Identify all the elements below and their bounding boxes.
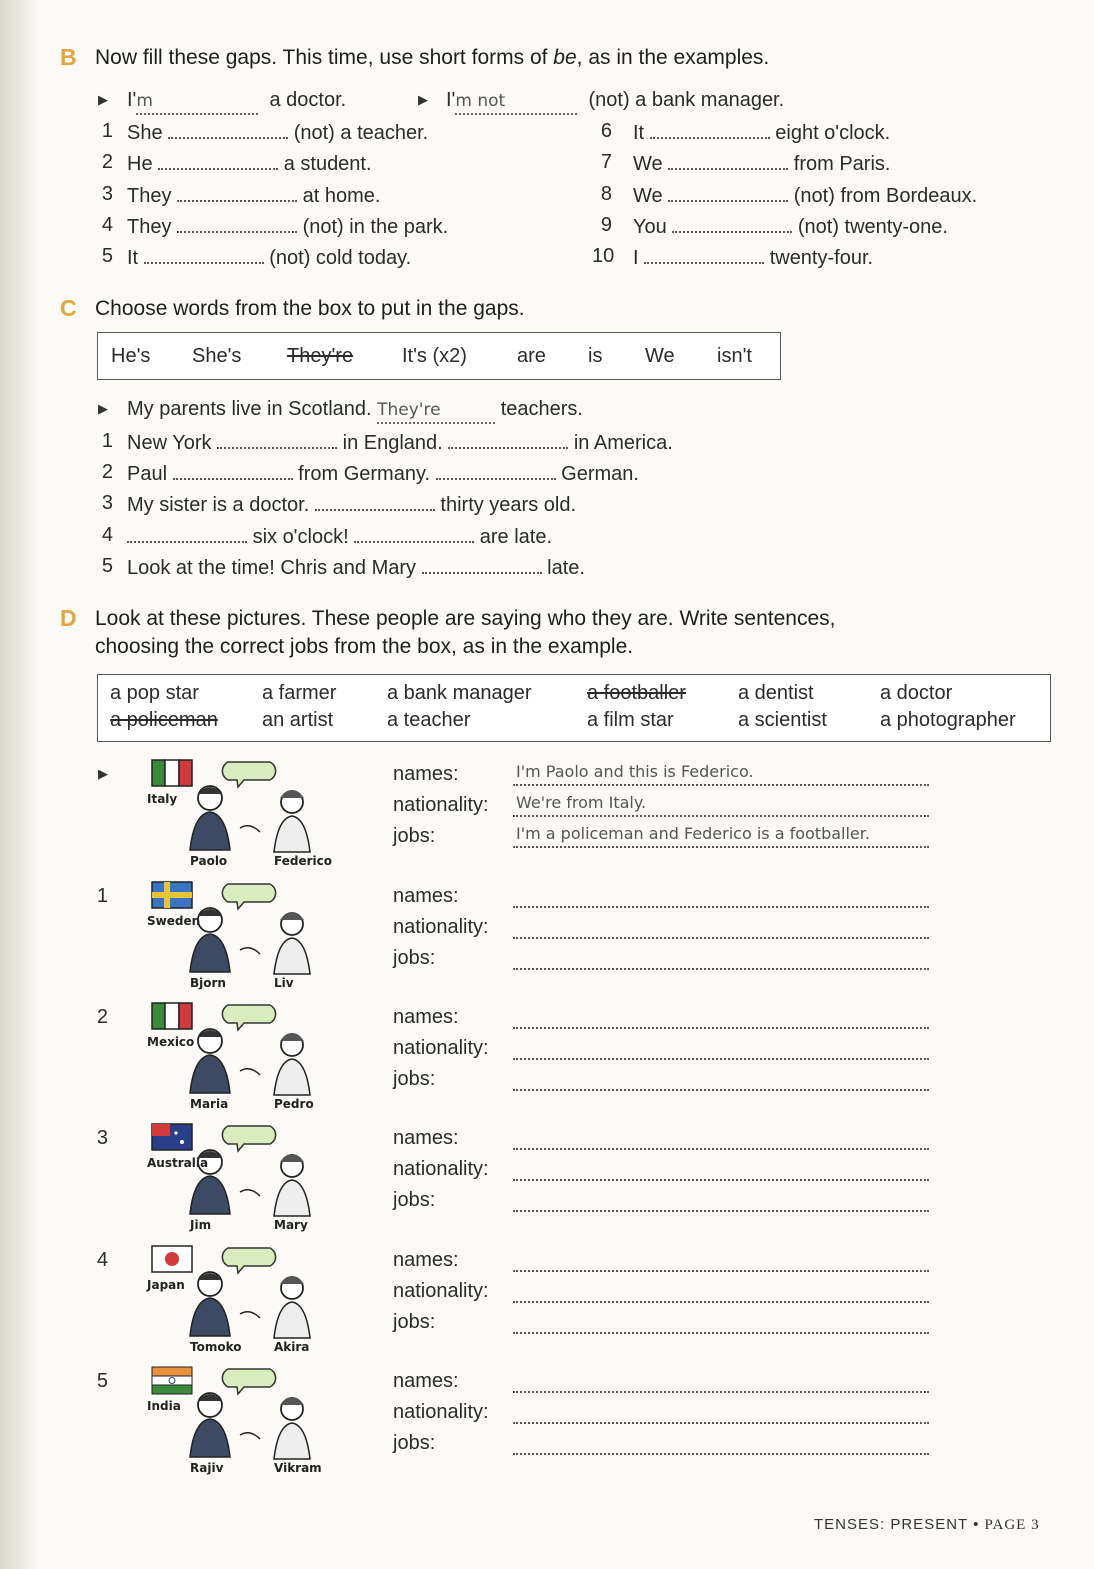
answer-gap[interactable] [315, 491, 435, 511]
item-number: 7 [600, 151, 612, 173]
person-name-label: Jim [190, 1218, 212, 1232]
cartoon-illustration [140, 1244, 340, 1354]
jobs-answer-line[interactable] [513, 1314, 929, 1334]
answer-gap[interactable] [448, 429, 568, 449]
box-word: a pop star [110, 682, 199, 704]
person-name-label: Vikram [274, 1461, 322, 1475]
names-label: names: [393, 763, 459, 785]
section-instruction: Look at these pictures. These people are saying who they are. Write sentences, choosing the correct jobs from the box, as in the example. [95, 607, 836, 658]
country-label: Japan [147, 1278, 185, 1292]
names-answer-line[interactable] [513, 1252, 929, 1272]
item-number: 2 [101, 461, 113, 483]
names-label: names: [393, 1249, 459, 1271]
country-label: India [147, 1399, 181, 1413]
answer-gap[interactable] [158, 150, 278, 170]
jobs-answer-line[interactable] [513, 950, 929, 970]
exercise-item: We (not) from Bordeaux. [633, 182, 977, 208]
jobs-label: jobs: [393, 1311, 436, 1333]
jobs-example-answer: I'm a policeman and Federico is a footballer. [516, 824, 870, 843]
picture-row [0, 758, 1094, 874]
box-word: are [517, 345, 546, 367]
nationality-label: nationality: [393, 1280, 489, 1302]
example-arrow-icon: ▶ [98, 401, 108, 416]
item-number: 3 [101, 183, 113, 205]
section-b [60, 44, 1060, 284]
cartoon-illustration [140, 1365, 340, 1475]
section-letter: C [60, 295, 77, 321]
item-number: 9 [600, 214, 612, 236]
page-footer: TENSES: PRESENT • PAGE 3 [814, 1516, 1040, 1533]
names-label: names: [393, 1127, 459, 1149]
section-letter: D [60, 605, 77, 631]
exercise-item: It (not) cold today. [127, 244, 411, 270]
exercise-item: She (not) a teacher. [127, 119, 428, 145]
box-word: a farmer [262, 682, 337, 704]
example-sentence: I'm a doctor. [127, 88, 346, 115]
answer-gap[interactable] [177, 213, 297, 233]
cartoon-illustration [140, 1001, 340, 1111]
country-label: Italy [147, 792, 178, 806]
person-name-label: Rajiv [190, 1461, 224, 1475]
box-word: a film star [587, 709, 674, 731]
jobs-answer-line[interactable] [513, 1192, 929, 1212]
section-c [60, 295, 1060, 585]
item-number: 5 [101, 555, 113, 577]
nationality-example-answer: We're from Italy. [516, 793, 647, 812]
item-number: 4 [101, 524, 113, 546]
answer-gap[interactable] [422, 554, 542, 574]
section-instruction: Now fill these gaps. This time, use short forms of be, as in the examples. [95, 46, 770, 69]
person-name-label: Bjorn [190, 976, 226, 990]
box-word: It's (x2) [402, 345, 467, 367]
exercise-item: I twenty-four. [633, 244, 873, 270]
box-word: He's [111, 345, 151, 367]
exercise-item: He a student. [127, 150, 372, 176]
item-number: 5 [101, 245, 113, 267]
box-word: a bank manager [387, 682, 532, 704]
picture-row [0, 1001, 1094, 1117]
jobs-answer-line[interactable] [513, 1435, 929, 1455]
cartoon-illustration [140, 1122, 340, 1232]
nationality-answer-line[interactable] [513, 919, 929, 939]
jobs-label: jobs: [393, 1068, 436, 1090]
box-word: a photographer [880, 709, 1016, 731]
country-label: Australia [147, 1156, 209, 1170]
person-name-label: Tomoko [190, 1340, 242, 1354]
person-name-label: Maria [190, 1097, 229, 1111]
jobs-label: jobs: [393, 947, 436, 969]
answer-gap[interactable] [354, 523, 474, 543]
cartoon-illustration [140, 758, 340, 868]
picture-row [0, 1244, 1094, 1360]
jobs-box [97, 674, 1051, 742]
item-number: 6 [600, 120, 612, 142]
answer-gap[interactable] [668, 150, 788, 170]
box-word: a teacher [387, 709, 471, 731]
box-word: a doctor [880, 682, 953, 704]
example-sentence: I'm not (not) a bank manager. [446, 88, 784, 115]
nationality-label: nationality: [393, 1158, 489, 1180]
jobs-label: jobs: [393, 1189, 436, 1211]
box-word: She's [192, 345, 242, 367]
names-answer-line[interactable] [513, 888, 929, 908]
person-name-label: Paolo [190, 854, 228, 868]
nationality-answer-line[interactable] [513, 1161, 929, 1181]
answer-gap[interactable] [644, 244, 764, 264]
person-name-label: Akira [274, 1340, 310, 1354]
nationality-answer-line[interactable] [513, 1040, 929, 1060]
country-label: Mexico [147, 1035, 195, 1049]
answer-gap[interactable] [127, 523, 247, 543]
item-number: 1 [96, 885, 108, 907]
item-number: 1 [101, 120, 113, 142]
exercise-item: My sister is a doctor. thirty years old. [127, 491, 576, 517]
box-word: isn't [717, 345, 752, 367]
names-label: names: [393, 885, 459, 907]
person-name-label: Pedro [274, 1097, 314, 1111]
exercise-item: New York in England. in America. [127, 429, 673, 455]
names-label: names: [393, 1006, 459, 1028]
names-answer-line[interactable] [513, 1130, 929, 1150]
item-number: 2 [96, 1006, 108, 1028]
answer-gap[interactable] [668, 182, 788, 202]
example-arrow-icon: ▶ [98, 92, 108, 107]
item-number: 10 [592, 245, 615, 267]
box-word: an artist [262, 709, 334, 731]
word-box [97, 332, 781, 380]
nationality-label: nationality: [393, 1401, 489, 1423]
nationality-label: nationality: [393, 1037, 489, 1059]
answer-gap[interactable] [144, 244, 264, 264]
picture-row [0, 1122, 1094, 1238]
item-number: 8 [600, 183, 612, 205]
exercise-item: They at home. [127, 182, 380, 208]
item-number: 4 [96, 1249, 108, 1271]
item-number: 3 [101, 492, 113, 514]
exercise-item: You (not) twenty-one. [633, 213, 948, 239]
item-number: 5 [96, 1370, 108, 1392]
answer-gap[interactable] [173, 460, 293, 480]
box-word-used: a footballer [587, 682, 686, 704]
exercise-item: It eight o'clock. [633, 119, 890, 145]
item-number: 1 [101, 430, 113, 452]
nationality-label: nationality: [393, 916, 489, 938]
picture-row [0, 880, 1094, 996]
exercise-item: We from Paris. [633, 150, 890, 176]
jobs-label: jobs: [393, 825, 436, 847]
nationality-answer-line[interactable] [513, 1404, 929, 1424]
person-name-label: Federico [274, 854, 332, 868]
exercise-item: six o'clock! are late. [127, 523, 552, 549]
answer-gap[interactable] [650, 119, 770, 139]
box-word: a scientist [738, 709, 827, 731]
nationality-label: nationality: [393, 794, 489, 816]
item-number: 3 [96, 1127, 108, 1149]
person-name-label: Mary [274, 1218, 308, 1232]
person-name-label: Liv [274, 976, 294, 990]
answer-gap[interactable] [217, 429, 337, 449]
jobs-label: jobs: [393, 1432, 436, 1454]
names-answer-line[interactable] [513, 1373, 929, 1393]
jobs-answer-line[interactable] [513, 1071, 929, 1091]
box-word: We [645, 345, 675, 367]
item-number: 4 [101, 214, 113, 236]
names-example-answer: I'm Paolo and this is Federico. [516, 762, 754, 781]
box-word: a dentist [738, 682, 814, 704]
picture-row [0, 1365, 1094, 1481]
answer-gap[interactable] [436, 460, 556, 480]
section-letter: B [60, 44, 77, 70]
item-number: 2 [101, 151, 113, 173]
answer-gap[interactable] [168, 119, 288, 139]
example-arrow-icon: ▶ [98, 766, 108, 781]
exercise-item: They (not) in the park. [127, 213, 448, 239]
section-instruction: Choose words from the box to put in the gaps. [95, 297, 525, 320]
answer-gap[interactable] [672, 213, 792, 233]
example-arrow-icon: ▶ [418, 92, 428, 107]
names-answer-line[interactable] [513, 1009, 929, 1029]
cartoon-illustration [140, 880, 340, 990]
nationality-answer-line[interactable] [513, 1283, 929, 1303]
box-word: is [588, 345, 603, 367]
country-label: Sweden [147, 914, 201, 928]
example-sentence: My parents live in Scotland. They're teachers. [127, 397, 583, 424]
answer-gap[interactable] [177, 182, 297, 202]
box-word-used: a policeman [110, 709, 218, 731]
box-word-used: They're [287, 345, 354, 367]
exercise-item: Look at the time! Chris and Mary late. [127, 554, 585, 580]
exercise-item: Paul from Germany. German. [127, 460, 639, 486]
names-label: names: [393, 1370, 459, 1392]
